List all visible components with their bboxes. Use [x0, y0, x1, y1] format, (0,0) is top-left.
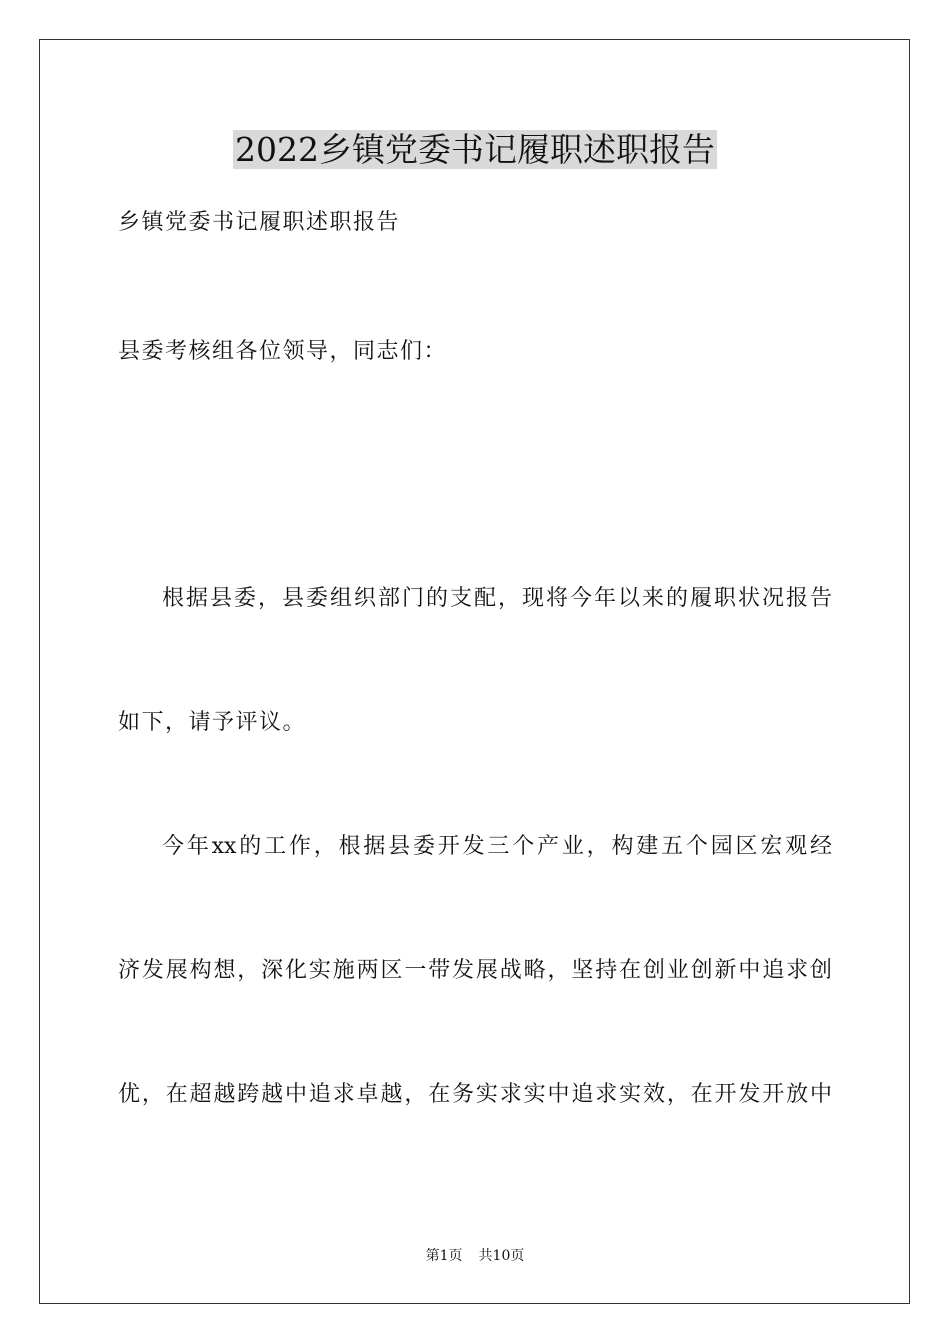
salutation: 县委考核组各位领导，同志们：: [118, 339, 448, 364]
page-number-total: 共10页: [478, 1248, 525, 1264]
page-number-current: 第1页: [425, 1248, 463, 1264]
page-footer: [0, 1246, 950, 1266]
paragraph-1-line-2: 如下，请予评议。: [118, 710, 307, 735]
paragraph-1-line-1: 根据县委，县委组织部门的支配，现将今年以来的履职状况报告: [162, 586, 832, 611]
document-title: [0, 128, 950, 172]
paragraph-2-line-2: 济发展构想，深化实施两区一带发展战略，坚持在创业创新中追求创: [118, 958, 832, 983]
document-subtitle: 乡镇党委书记履职述职报告: [118, 210, 401, 235]
document-title-text: 2022乡镇党委书记履职述职报告: [235, 130, 715, 169]
paragraph-2-line-1: 今年xx的工作，根据县委开发三个产业，构建五个园区宏观经: [162, 834, 832, 859]
paragraph-2-line-3: 优，在超越跨越中追求卓越，在务实求实中追求实效，在开发开放中: [118, 1082, 832, 1107]
